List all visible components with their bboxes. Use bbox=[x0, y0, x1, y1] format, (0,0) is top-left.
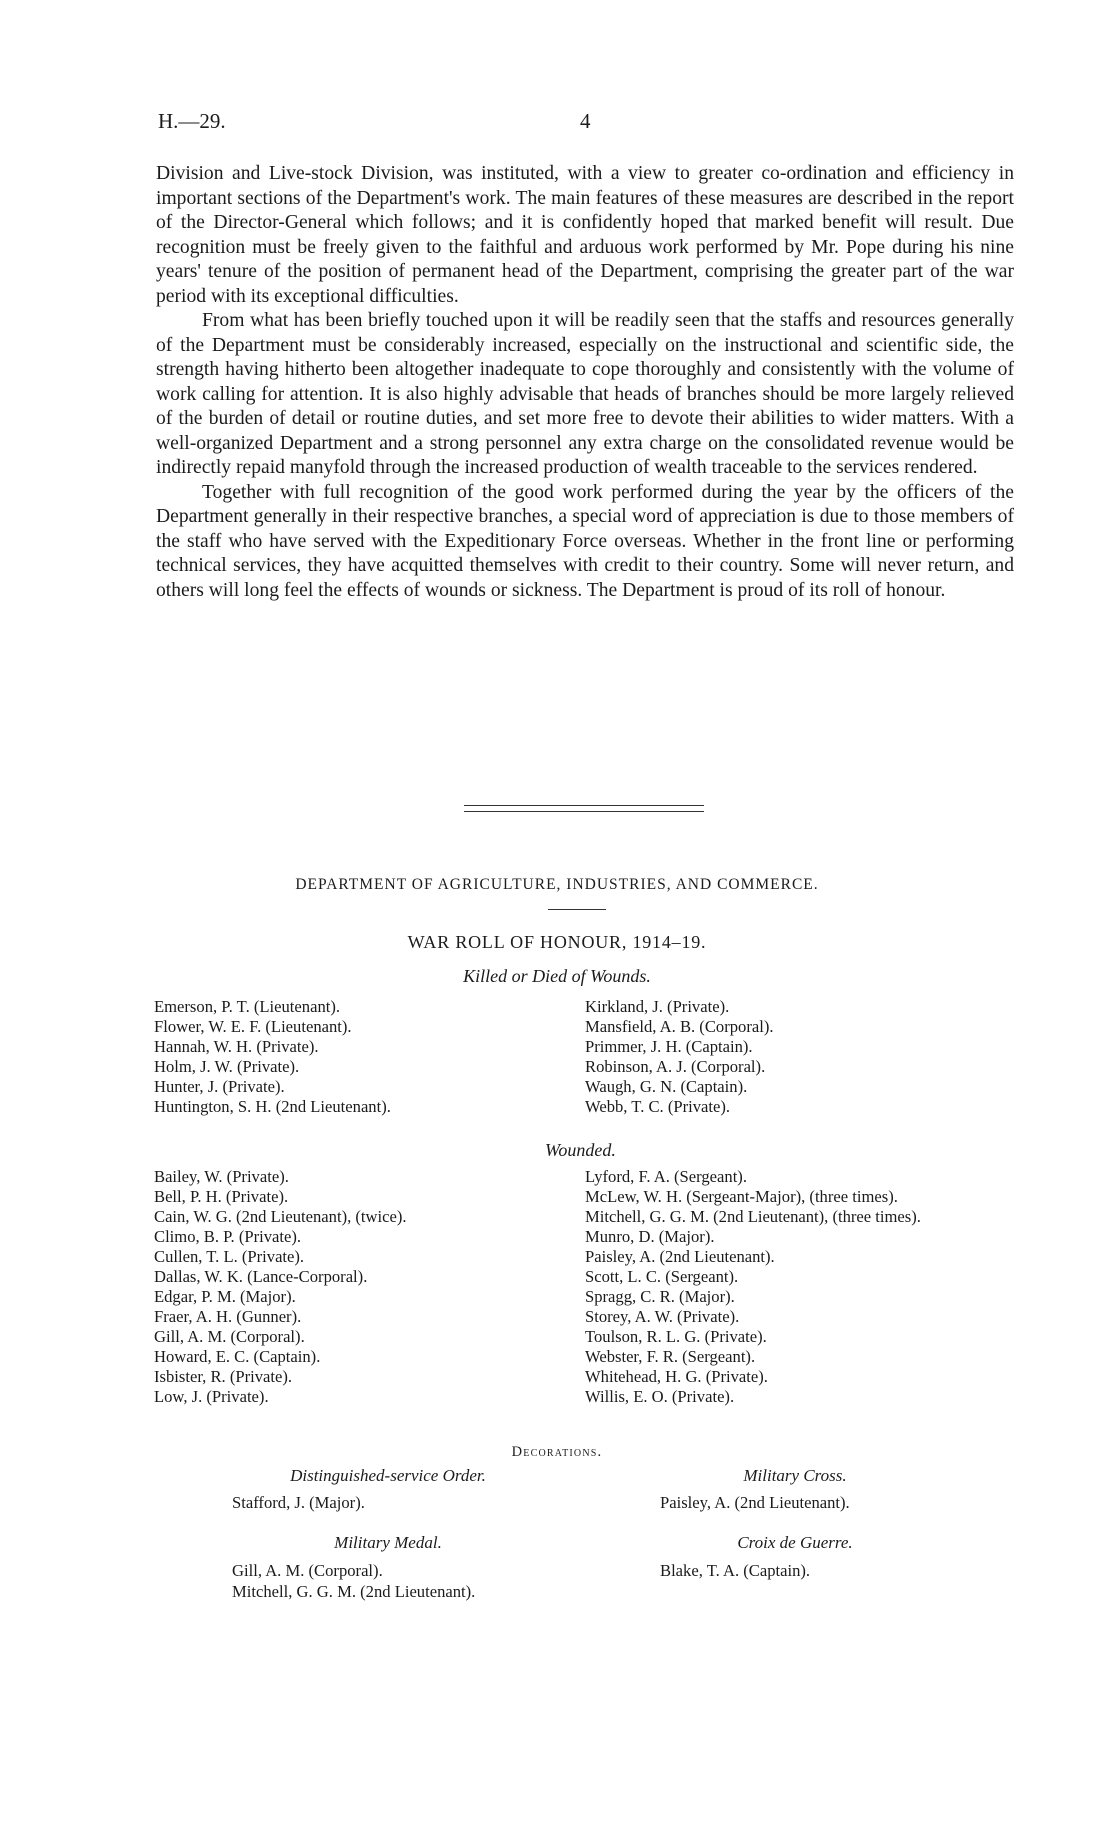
mc-names bbox=[660, 1492, 850, 1513]
wounded-heading: Wounded. bbox=[545, 1140, 616, 1160]
list-item: Willis, E. O. (Private). bbox=[585, 1387, 735, 1406]
list-item: Kirkland, J. (Private). bbox=[585, 997, 730, 1016]
section-divider bbox=[464, 805, 704, 812]
list-item: Webster, F. R. (Sergeant). bbox=[585, 1347, 756, 1366]
killed-list-right bbox=[585, 997, 774, 1117]
list-item: Huntington, S. H. (2nd Lieutenant). bbox=[154, 1097, 391, 1116]
dso-names bbox=[232, 1492, 365, 1513]
list-item: Fraer, A. H. (Gunner). bbox=[154, 1307, 302, 1326]
body-text bbox=[156, 162, 1014, 603]
document-reference: H.—29. bbox=[158, 109, 226, 133]
list-item: Robinson, A. J. (Corporal). bbox=[585, 1057, 766, 1076]
department-title: DEPARTMENT OF AGRICULTURE, INDUSTRIES, AND COMMERCE. bbox=[295, 876, 819, 893]
list-item: Hannah, W. H. (Private). bbox=[154, 1037, 319, 1056]
wounded-list-left bbox=[154, 1167, 407, 1407]
list-item: Holm, J. W. (Private). bbox=[154, 1057, 300, 1076]
list-item: Blake, T. A. (Captain). bbox=[660, 1561, 811, 1580]
mm-names bbox=[232, 1560, 475, 1602]
list-item: Mitchell, G. G. M. (2nd Lieutenant). bbox=[232, 1582, 476, 1601]
list-item: Lyford, F. A. (Sergeant). bbox=[585, 1167, 747, 1186]
decorations-heading: Decorations. bbox=[511, 1444, 603, 1460]
list-item: Munro, D. (Major). bbox=[585, 1227, 715, 1246]
paragraph: Together with full recognition of the good work performed during the year by the officers of the Department generally in their respective branches, a special word of appreciation is due to those members of the staff who have served with the Expeditionary Force overseas. Whether in the front line or performing technical services, they have acquitted themselves with credit to their country. Some will never return, and others will long feel the effects of wounds or sickness. The Department is proud of its roll of honour. bbox=[156, 481, 1014, 601]
page-header bbox=[158, 109, 1018, 139]
list-item: Emerson, P. T. (Lieutenant). bbox=[154, 997, 341, 1016]
list-item: Edgar, P. M. (Major). bbox=[154, 1287, 296, 1306]
killed-heading: Killed or Died of Wounds. bbox=[463, 966, 651, 986]
short-divider bbox=[548, 909, 606, 910]
list-item: McLew, W. H. (Sergeant-Major), (three times). bbox=[585, 1187, 898, 1206]
list-item: Mansfield, A. B. (Corporal). bbox=[585, 1017, 774, 1036]
killed-list-left bbox=[154, 997, 391, 1117]
list-item: Paisley, A. (2nd Lieutenant). bbox=[585, 1247, 775, 1266]
list-item: Cullen, T. L. (Private). bbox=[154, 1247, 305, 1266]
cdg-title: Croix de Guerre. bbox=[737, 1533, 853, 1552]
list-item: Bell, P. H. (Private). bbox=[154, 1187, 289, 1206]
list-item: Climo, B. P. (Private). bbox=[154, 1227, 302, 1246]
list-item: Toulson, R. L. G. (Private). bbox=[585, 1327, 767, 1346]
list-item: Spragg, C. R. (Major). bbox=[585, 1287, 735, 1306]
list-item: Isbister, R. (Private). bbox=[154, 1367, 293, 1386]
page-number: 4 bbox=[580, 109, 591, 133]
dso-title: Distinguished-service Order. bbox=[290, 1466, 486, 1485]
paragraph: Division and Live-stock Division, was instituted, with a view to greater co-ordination and efficiency in important sections of the Department's work. The main features of these measures are described in the report of the Director-General which follows; and it is confidently hoped that marked benefit will result. Due recognition must be freely given to the faithful and arduous work performed by Mr. Pope during his nine years' tenure of the position of permanent head of the Department, comprising the greater part of the war period with its exceptional difficulties. bbox=[156, 163, 1014, 307]
paragraph: From what has been briefly touched upon it will be readily seen that the staffs and resources generally of the Department must be considerably increased, especially on the instructional and scientific side, the strength having hitherto been altogether inadequate to cope thoroughly and consistently with the volume of work calling for attention. It is also highly advisable that heads of branches should be more largely relieved of the burden of detail or routine duties, and set more free to devote their abilities to wider matters. With a well-organized Department and a strong personnel any extra charge on the consolidated revenue would be indirectly repaid manyfold through the increased production of wealth traceable to the services rendered. bbox=[156, 310, 1014, 478]
cdg-names bbox=[660, 1560, 810, 1581]
list-item: Mitchell, G. G. M. (2nd Lieutenant), (three times). bbox=[585, 1207, 921, 1226]
list-item: Whitehead, H. G. (Private). bbox=[585, 1367, 768, 1386]
list-item: Howard, E. C. (Captain). bbox=[154, 1347, 321, 1366]
list-item: Dallas, W. K. (Lance-Corporal). bbox=[154, 1267, 368, 1286]
list-item: Hunter, J. (Private). bbox=[154, 1077, 285, 1096]
mc-title: Military Cross. bbox=[743, 1466, 847, 1485]
list-item: Low, J. (Private). bbox=[154, 1387, 269, 1406]
list-item: Stafford, J. (Major). bbox=[232, 1493, 365, 1512]
list-item: Flower, W. E. F. (Lieutenant). bbox=[154, 1017, 352, 1036]
wounded-list-right bbox=[585, 1167, 921, 1407]
list-item: Gill, A. M. (Corporal). bbox=[154, 1327, 305, 1346]
list-item: Gill, A. M. (Corporal). bbox=[232, 1561, 383, 1580]
list-item: Paisley, A. (2nd Lieutenant). bbox=[660, 1493, 850, 1512]
list-item: Scott, L. C. (Sergeant). bbox=[585, 1267, 739, 1286]
list-item: Waugh, G. N. (Captain). bbox=[585, 1077, 748, 1096]
mm-title: Military Medal. bbox=[334, 1533, 442, 1552]
list-item: Primmer, J. H. (Captain). bbox=[585, 1037, 753, 1056]
roll-title: WAR ROLL OF HONOUR, 1914–19. bbox=[407, 932, 707, 952]
list-item: Storey, A. W. (Private). bbox=[585, 1307, 740, 1326]
list-item: Webb, T. C. (Private). bbox=[585, 1097, 731, 1116]
list-item: Cain, W. G. (2nd Lieutenant), (twice). bbox=[154, 1207, 407, 1226]
list-item: Bailey, W. (Private). bbox=[154, 1167, 289, 1186]
